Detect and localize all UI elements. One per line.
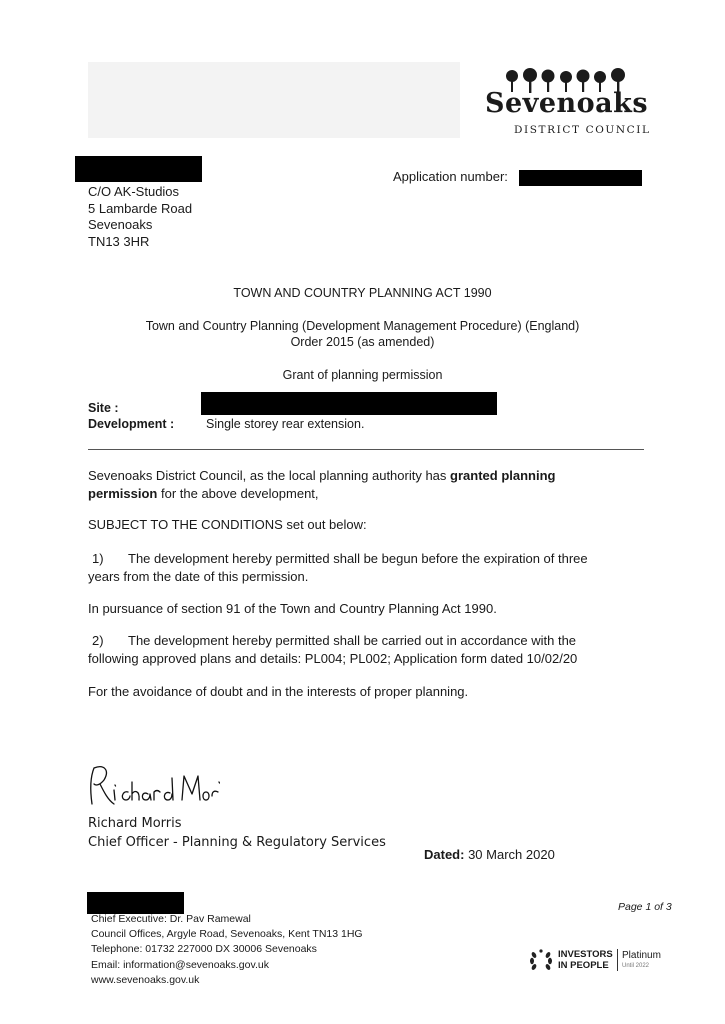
reason-2: For the avoidance of doubt and in the interests of proper planning. (88, 684, 469, 699)
condition-1 (88, 550, 648, 585)
reason-1: In pursuance of section 91 of the Town and Country Planning Act 1990. (88, 601, 497, 616)
laurel-wreath-icon (528, 947, 554, 973)
development-value: Single storey rear extension. (206, 417, 365, 431)
grant-heading: Grant of planning permission (282, 368, 443, 382)
intro-bold-text: permission (88, 485, 158, 501)
redacted-site-address (201, 392, 497, 415)
intro-text: for the above development, (157, 485, 319, 501)
signatory-title: Chief Officer - Planning & Regulatory Services (88, 835, 386, 850)
act-heading: TOWN AND COUNTRY PLANNING ACT 1990 (233, 286, 492, 300)
footer-line: Email: information@sevenoaks.gov.uk (91, 958, 269, 971)
redacted-footer-block (87, 892, 184, 914)
footer-line: Council Offices, Argyle Road, Sevenoaks, Kent TN13 1HG (91, 928, 363, 941)
condition-text: The development hereby permitted shall be carried out in accordance with the (128, 633, 577, 648)
divider (88, 449, 644, 450)
development-label: Development : (88, 417, 175, 431)
badge-divider (617, 949, 618, 971)
condition-text: years from the date of this permission. (88, 568, 309, 584)
footer-line: www.sevenoaks.gov.uk (91, 973, 200, 986)
address-line: 5 Lambarde Road (88, 200, 193, 216)
investors-level: Platinum (622, 950, 661, 961)
signatory (88, 814, 386, 852)
investors-until: Until 2022 (622, 963, 650, 969)
intro-text: Sevenoaks District Council, as the local planning authority has (88, 468, 451, 483)
dated-label: Dated: (424, 847, 465, 862)
redacted-recipient-name (75, 156, 202, 182)
footer-line: Telephone: 01732 227000 DX 30006 Sevenoaks (91, 943, 317, 956)
condition-2 (88, 632, 648, 667)
investors-text (558, 949, 613, 971)
recipient-address (88, 184, 192, 250)
condition-number: 1) (92, 551, 104, 566)
signatory-name: Richard Morris (88, 816, 182, 831)
investors-line: INVESTORS (558, 949, 613, 960)
intro-bold-text: granted planning (450, 468, 556, 483)
address-line: Sevenoaks (88, 217, 153, 232)
condition-number: 2) (92, 633, 104, 648)
council-logo-subtitle: DISTRICT COUNCIL (514, 124, 651, 136)
footer-contact (91, 912, 363, 988)
redacted-application-number (519, 170, 642, 186)
investors-line: IN PEOPLE (558, 960, 609, 971)
application-number-label: Application number: (393, 169, 508, 184)
investors-in-people-badge (528, 946, 668, 974)
dated (424, 847, 555, 862)
dated-value: 30 March 2020 (468, 847, 555, 862)
condition-text: following approved plans and details: PL004; PL002; Application form dated 10/02/20 (88, 650, 578, 666)
address-line: C/O AK-Studios (88, 184, 180, 199)
order-heading-line2: Order 2015 (as amended) (290, 335, 435, 349)
condition-text: The development hereby permitted shall be begun before the expiration of three (128, 551, 588, 566)
address-line: TN13 3HR (88, 233, 150, 249)
footer-line: Chief Executive: Dr. Pav Ramewal (91, 913, 251, 925)
council-logo-name: Sevenoaks (485, 88, 649, 119)
subject-line: SUBJECT TO THE CONDITIONS set out below: (88, 517, 367, 532)
order-heading-line1: Town and Country Planning (Development Management Procedure) (England) (145, 319, 580, 333)
page-number: Page 1 of 3 (618, 901, 672, 913)
handwritten-signature (84, 760, 220, 812)
site-label: Site : (88, 401, 119, 415)
intro-paragraph (88, 467, 648, 502)
letterhead-placeholder (88, 62, 460, 138)
